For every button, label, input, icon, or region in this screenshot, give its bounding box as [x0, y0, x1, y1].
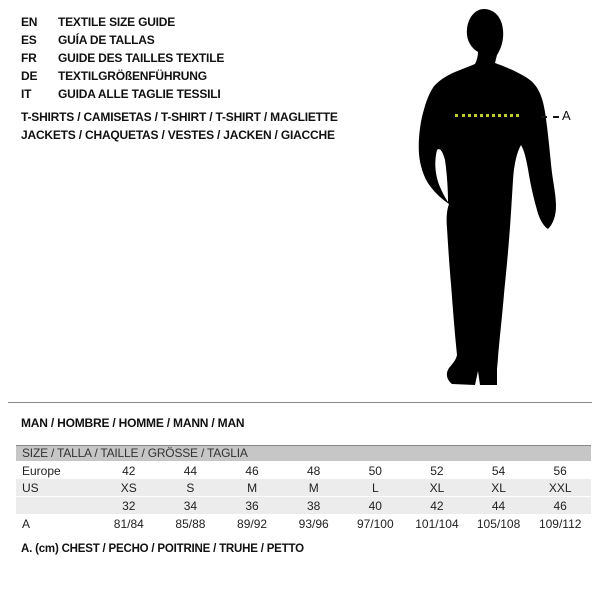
language-row [21, 31, 224, 49]
table-cell: L [371, 480, 379, 495]
table-cell: 52 [430, 463, 444, 478]
table-cell: XL [429, 480, 445, 495]
size-table-header: SIZE / TALLA / TAILLE / GRÖSSE / TAGLIA [16, 446, 591, 462]
category-jackets: JACKETS / CHAQUETAS / VESTES / JACKEN / GIACCHE [21, 128, 335, 142]
table-cell: XL [491, 480, 506, 495]
chest-measure-dotted-line [455, 114, 519, 117]
size-table [16, 445, 591, 532]
table-cell: 44 [183, 463, 198, 478]
table-cell: 42 [122, 463, 136, 478]
table-row-numeric [16, 497, 591, 515]
language-code: IT [21, 87, 32, 101]
language-row [21, 13, 224, 31]
measure-label-a: A [562, 108, 571, 123]
section-title-man: MAN / HOMBRE / HOMME / MANN / MAN [21, 416, 245, 430]
language-label: GUÍA DE TALLAS [58, 33, 155, 47]
language-row [21, 85, 224, 103]
table-cell: 42 [430, 498, 444, 513]
measure-callout-dash [541, 116, 559, 118]
category-lines [21, 108, 338, 144]
language-code: FR [21, 51, 37, 65]
row-label: Europe [22, 463, 61, 478]
table-cell: M [247, 480, 258, 495]
table-cell: 105/108 [476, 516, 521, 531]
table-cell: 46 [553, 498, 567, 513]
language-code: DE [21, 69, 38, 83]
table-cell: 40 [368, 498, 382, 513]
table-cell: 97/100 [356, 516, 394, 531]
table-cell: 89/92 [237, 516, 268, 531]
table-cell: 32 [122, 498, 136, 513]
table-cell: M [308, 480, 319, 495]
language-label: TEXTILGRÖßENFÜHRUNG [58, 69, 207, 83]
table-row-europe [16, 462, 591, 479]
row-label: A [22, 516, 31, 531]
language-label: GUIDE DES TAILLES TEXTILE [58, 51, 225, 65]
table-cell: 101/104 [415, 516, 459, 531]
measurement-footnote: A. (cm) CHEST / PECHO / POITRINE / TRUHE / PETTO [21, 543, 304, 555]
table-cell: 38 [307, 498, 321, 513]
table-cell: 81/84 [113, 516, 144, 531]
table-cell: 36 [245, 498, 259, 513]
table-cell: XS [120, 480, 137, 495]
table-cell: 50 [368, 463, 382, 478]
table-cell: 109/112 [538, 516, 582, 531]
table-row-chest-a [16, 515, 591, 532]
language-code: EN [21, 15, 38, 29]
language-label: GUIDA ALLE TAGLIE TESSILI [58, 87, 221, 101]
language-row [21, 49, 224, 67]
language-row [21, 67, 224, 85]
table-cell: 85/88 [175, 516, 206, 531]
category-tshirts: T-SHIRTS / CAMISETAS / T-SHIRT / T-SHIRT / MAGLIETTE [21, 110, 338, 124]
table-cell: 93/96 [298, 516, 329, 531]
table-cell: 46 [245, 463, 259, 478]
table-cell: XXL [548, 480, 572, 495]
row-label: US [22, 480, 39, 495]
table-row-us [16, 479, 591, 497]
man-silhouette-image [403, 6, 567, 396]
language-label: TEXTILE SIZE GUIDE [58, 15, 176, 29]
table-cell: 54 [491, 463, 506, 478]
table-cell: 34 [183, 498, 198, 513]
table-cell: 56 [553, 463, 567, 478]
table-cell: 48 [307, 463, 321, 478]
language-code: ES [21, 33, 37, 47]
table-cell: 44 [491, 498, 506, 513]
table-cell: S [186, 480, 195, 495]
language-list [21, 13, 224, 103]
horizontal-divider [8, 402, 592, 403]
